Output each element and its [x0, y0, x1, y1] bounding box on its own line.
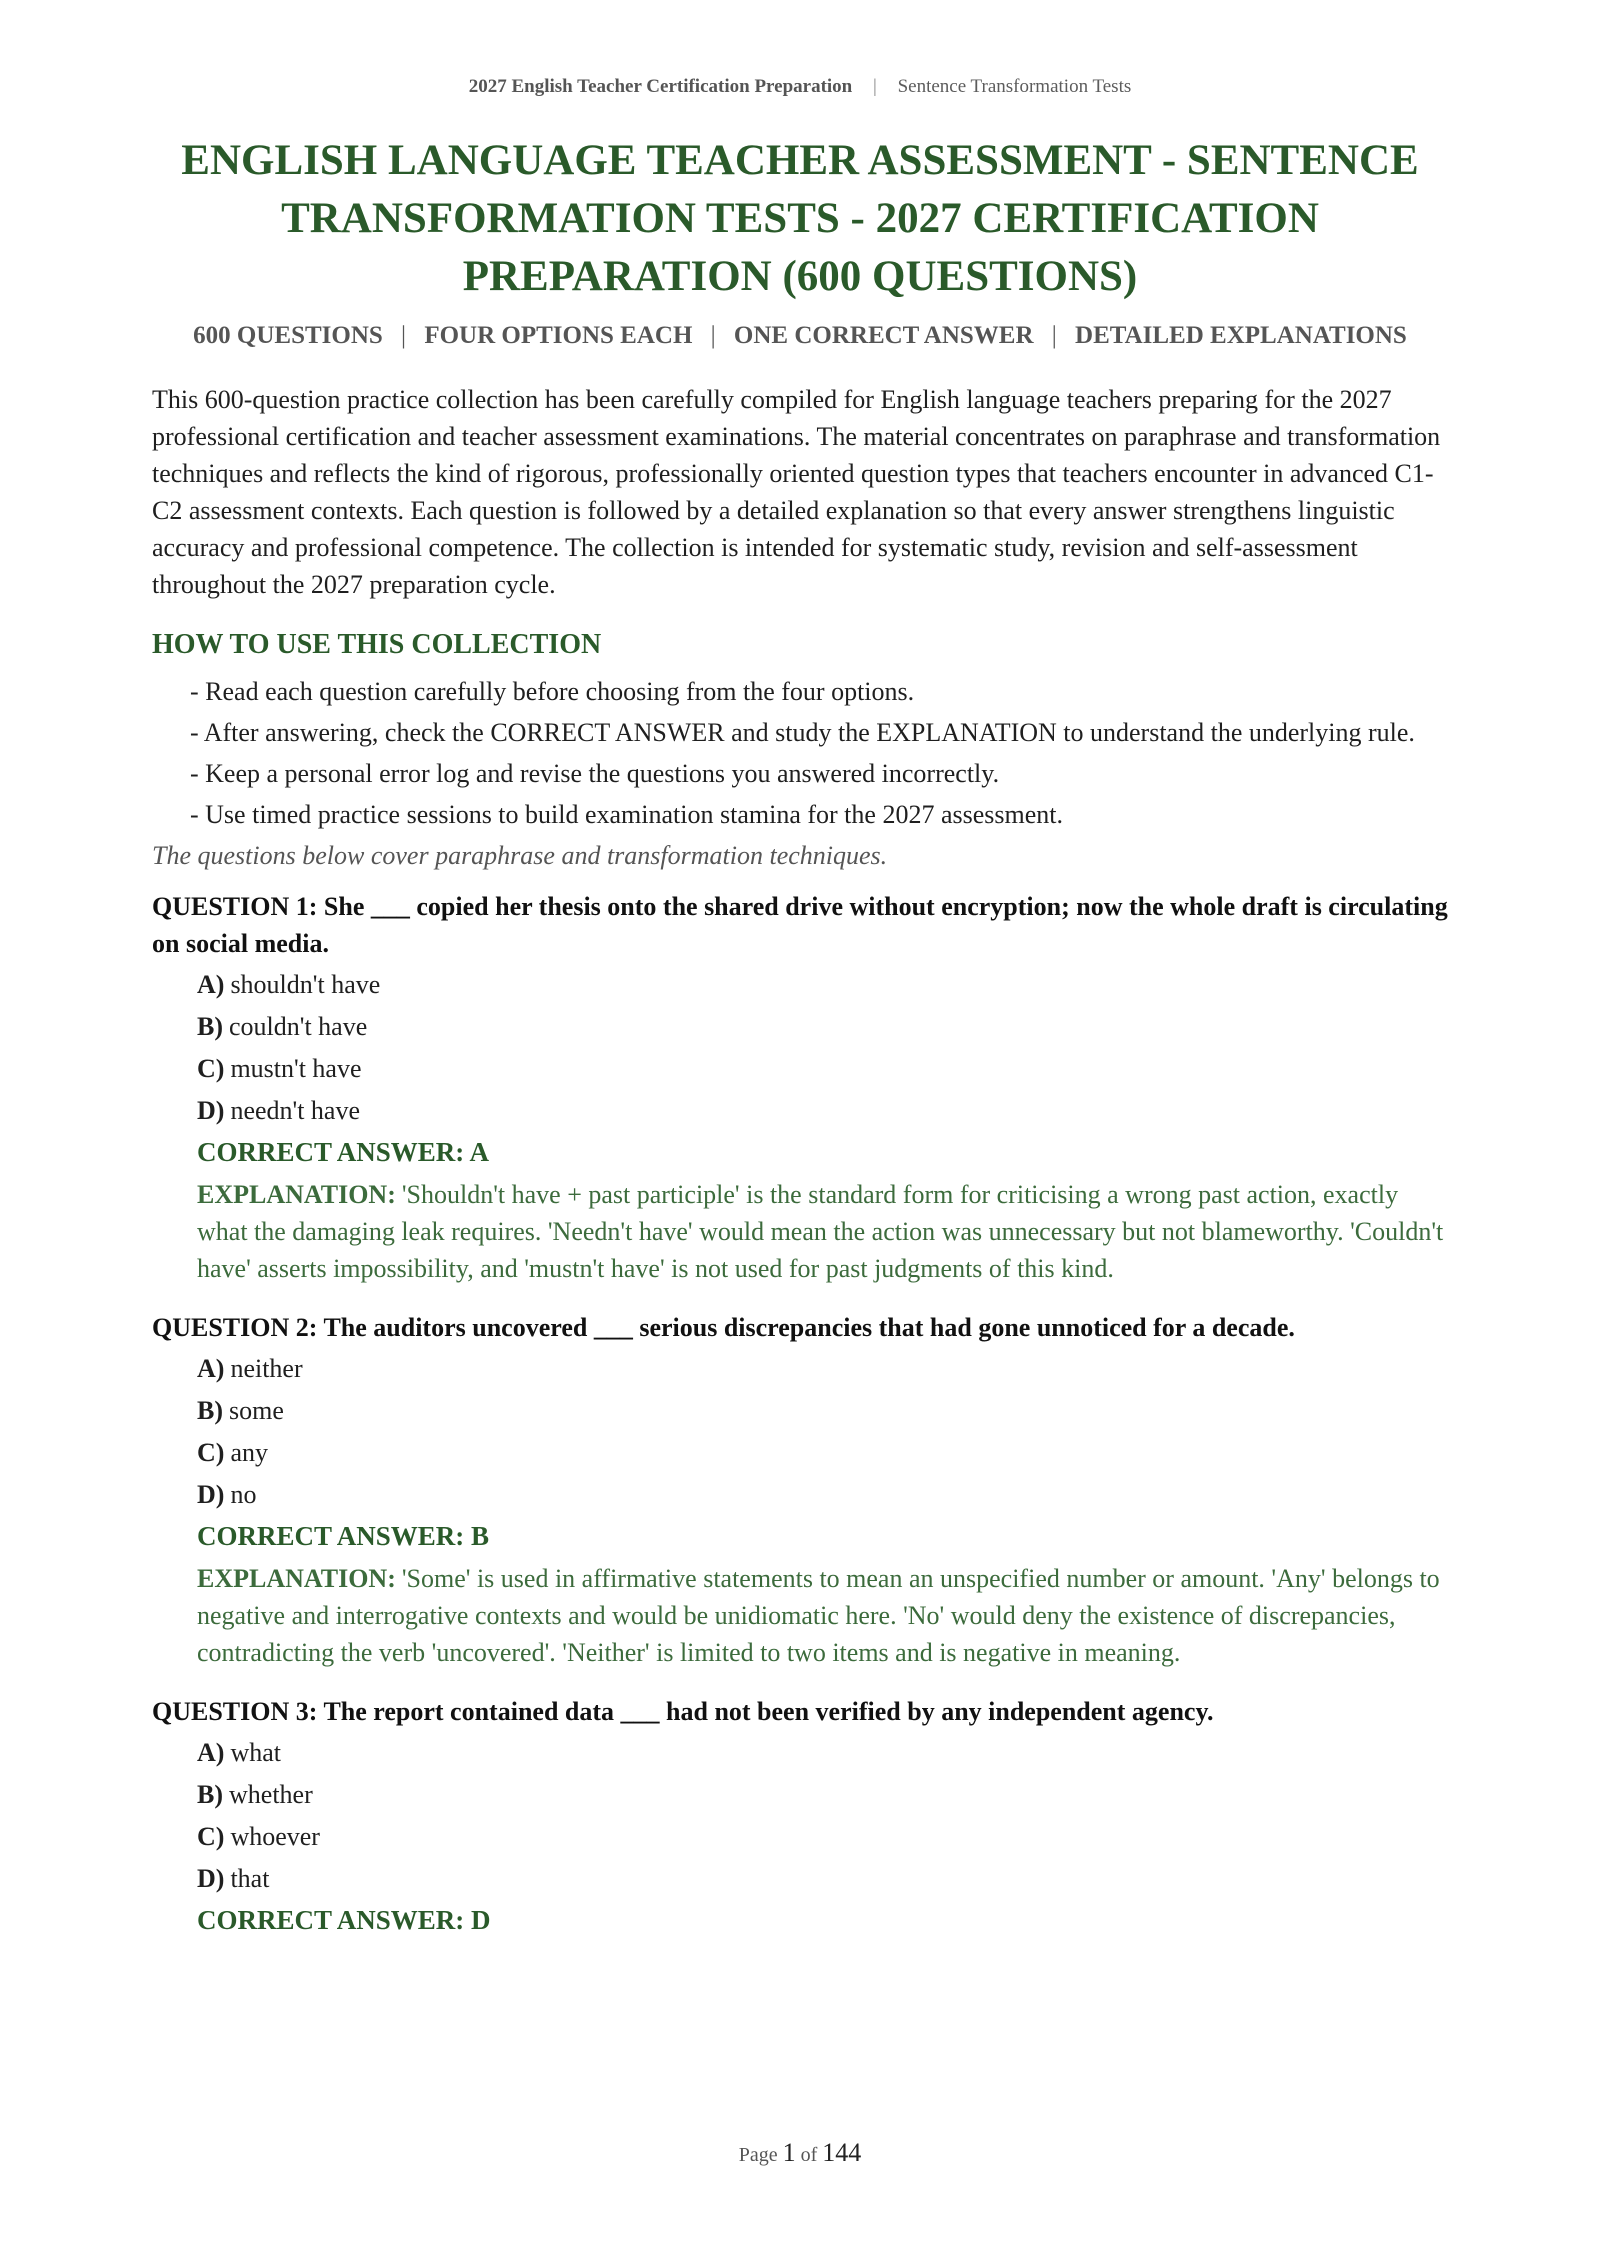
subtitle-item: FOUR OPTIONS EACH: [424, 322, 693, 349]
option-letter: A): [197, 1738, 225, 1767]
option-text: couldn't have: [229, 1012, 368, 1041]
explanation-label: EXPLANATION:: [197, 1564, 396, 1593]
page-content: [152, 381, 1452, 1961]
subtitle-item: DETAILED EXPLANATIONS: [1075, 322, 1407, 349]
total-pages: 144: [822, 2138, 862, 2167]
option-b: [197, 1776, 1452, 1813]
page-number: 1: [782, 2138, 796, 2167]
option-d: [197, 1092, 1452, 1129]
option-letter: B): [197, 1012, 223, 1041]
explanation-text: 'Shouldn't have + past participle' is the standard form for criticising a wrong past action, exactly what the damaging leak requires. 'Needn't have' would mean the action was unnecessary but not blameworthy. 'Couldn't have' asserts impossibility, and 'mustn't have' is not used for past judgments of this kind.: [197, 1180, 1444, 1283]
howto-heading: HOW TO USE THIS COLLECTION: [152, 629, 602, 660]
option-text: mustn't have: [230, 1054, 362, 1083]
option-text: needn't have: [230, 1096, 361, 1125]
subtitle-item: ONE CORRECT ANSWER: [733, 322, 1034, 349]
howto-item: - Keep a personal error log and revise the questions you answered incorrectly.: [190, 759, 1000, 788]
howto-item: - Use timed practice sessions to build examination stamina for the 2027 assessment.: [190, 800, 1063, 829]
document-subtitle: [100, 322, 1500, 350]
subtitle-item: 600 QUESTIONS: [193, 322, 383, 349]
correct-answer: CORRECT ANSWER: D: [197, 1905, 491, 1935]
option-b: [197, 1392, 1452, 1429]
subtitle-separator: |: [401, 322, 407, 349]
option-b: [197, 1008, 1452, 1045]
of-word: of: [800, 2144, 818, 2166]
subtitle-separator: |: [710, 322, 716, 349]
question-3: [152, 1693, 1452, 1939]
option-letter: B): [197, 1780, 223, 1809]
explanation: [197, 1560, 1452, 1671]
option-text: shouldn't have: [230, 970, 381, 999]
option-a: [197, 1350, 1452, 1387]
explanation-text: 'Some' is used in affirmative statements to mean an unspecified number or amount. 'Any' belongs to negative and interrogative contexts and would be unidiomatic here. 'No' would deny the existence of discrepancies, contradicting the verb 'uncovered'. 'Neither' is limited to two items and is negative in meaning.: [197, 1564, 1440, 1667]
option-letter: C): [197, 1054, 225, 1083]
question-2: [152, 1309, 1452, 1671]
option-a: [197, 966, 1452, 1003]
option-text: whether: [229, 1780, 313, 1809]
intro-paragraph: This 600-question practice collection has been carefully compiled for English language teachers preparing for the 2027 professional certification and teacher assessment examinations. The material concentrates on paraphrase and transformation techniques and reflects the kind of rigorous, professionally oriented question types that teachers encounter in advanced C1-C2 assessment contexts. Each question is followed by a detailed explanation so that every answer strengthens linguistic accuracy and professional competence. The collection is intended for systematic study, revision and self-assessment throughout the 2027 preparation cycle.: [152, 385, 1441, 599]
option-text: some: [229, 1396, 284, 1425]
howto-item: - After answering, check the CORRECT ANSWER and study the EXPLANATION to understand the underlying rule.: [190, 718, 1415, 747]
option-letter: D): [197, 1864, 225, 1893]
subtitle-separator: |: [1051, 322, 1057, 349]
option-c: [197, 1434, 1452, 1471]
option-d: [197, 1476, 1452, 1513]
option-text: no: [230, 1480, 257, 1509]
correct-answer: CORRECT ANSWER: B: [197, 1521, 490, 1551]
option-letter: A): [197, 970, 225, 999]
correct-answer: CORRECT ANSWER: A: [197, 1137, 490, 1167]
option-a: [197, 1734, 1452, 1771]
option-text: what: [230, 1738, 281, 1767]
option-c: [197, 1818, 1452, 1855]
page-word: Page: [738, 2144, 778, 2166]
howto-list: [152, 673, 1452, 833]
header-separator: |: [873, 76, 877, 97]
option-letter: C): [197, 1822, 225, 1851]
document-title: ENGLISH LANGUAGE TEACHER ASSESSMENT - SENTENCE TRANSFORMATION TESTS - 2027 CERTIFICATION PREPARATION (600 QUESTIONS): [181, 137, 1419, 300]
option-letter: B): [197, 1396, 223, 1425]
header-section-title: Sentence Transformation Tests: [897, 76, 1132, 97]
howto-item: - Read each question carefully before choosing from the four options.: [190, 677, 915, 706]
option-text: any: [230, 1438, 268, 1467]
option-letter: D): [197, 1096, 225, 1125]
option-text: that: [230, 1864, 270, 1893]
option-text: neither: [230, 1354, 303, 1383]
option-c: [197, 1050, 1452, 1087]
running-header: [0, 76, 1600, 98]
option-letter: C): [197, 1438, 225, 1467]
question-stem: QUESTION 2: The auditors uncovered ___ serious discrepancies that had gone unnoticed for a decade.: [152, 1313, 1295, 1342]
question-stem: QUESTION 3: The report contained data ___ had not been verified by any independent agency.: [152, 1697, 1214, 1726]
scope-note: The questions below cover paraphrase and transformation techniques.: [152, 841, 888, 870]
option-d: [197, 1860, 1452, 1897]
page-footer: [0, 2138, 1600, 2168]
question-stem: QUESTION 1: She ___ copied her thesis onto the shared drive without encryption; now the whole draft is circulating on social media.: [152, 892, 1448, 958]
explanation-label: EXPLANATION:: [197, 1180, 396, 1209]
explanation: [197, 1176, 1452, 1287]
option-letter: D): [197, 1480, 225, 1509]
option-letter: A): [197, 1354, 225, 1383]
question-1: [152, 888, 1452, 1287]
header-collection-title: 2027 English Teacher Certification Preparation: [468, 76, 853, 97]
option-text: whoever: [230, 1822, 320, 1851]
